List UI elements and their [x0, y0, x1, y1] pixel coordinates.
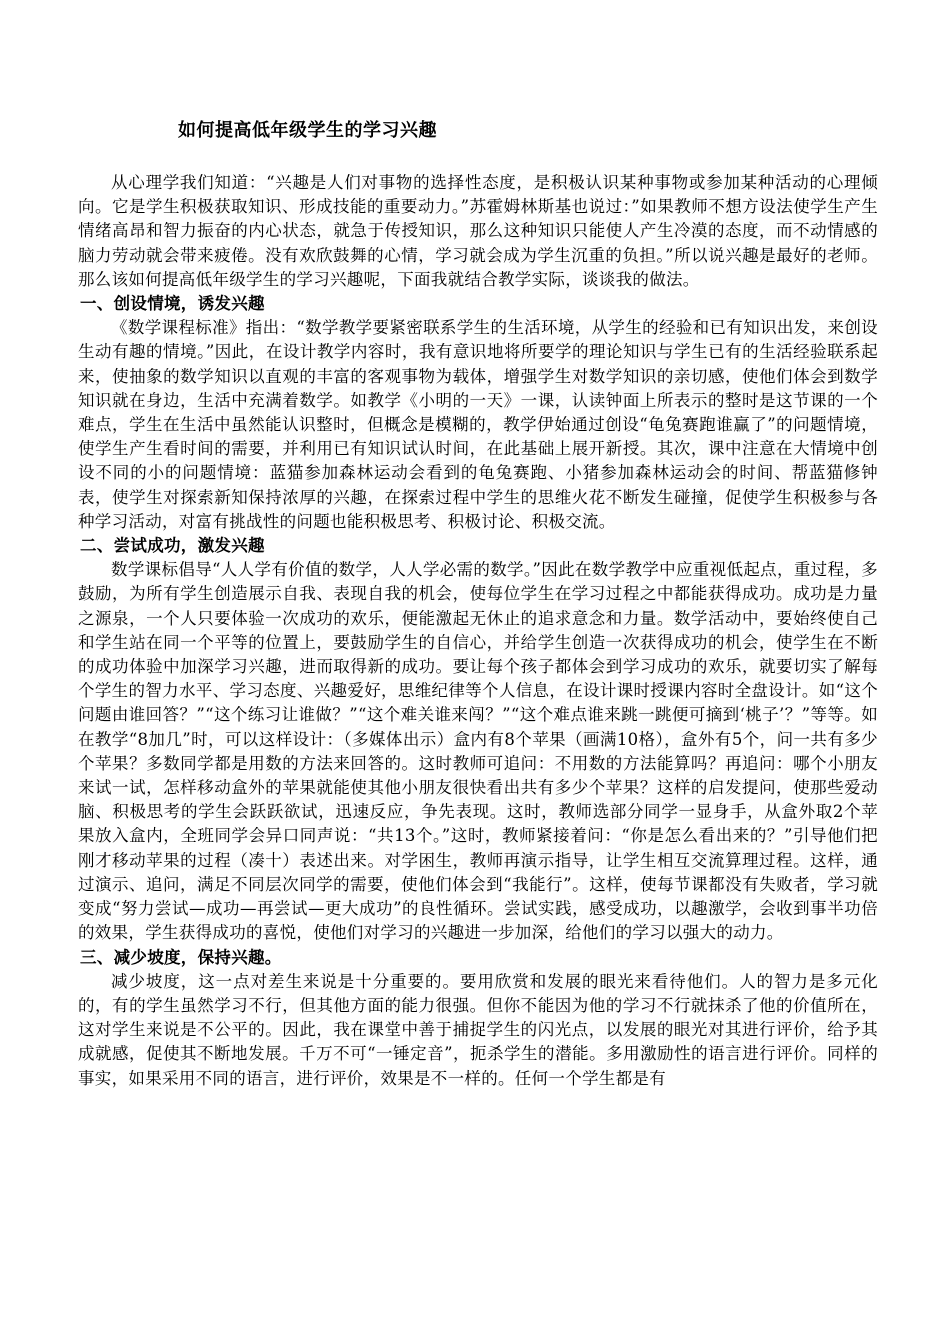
section-heading-1: 一、创设情境，诱发兴趣 — [80, 294, 265, 314]
section-heading-2: 二、尝试成功，激发兴趣 — [80, 536, 265, 556]
document-title: 如何提高低年级学生的学习兴趣 — [178, 120, 437, 141]
intro-paragraph: 从心理学我们知道：“兴趣是人们对事物的选择性态度，是积极认识某种事物或参加某种活动的心理倾向。它是学生积极获取知识、形成技能的重要动力。”苏霍姆林斯基也说过：”如果教师不想方设法使学生产生情绪高昂和智力振奋的内心状态，就急于传授知识，那么这种知识只能使人产生冷漠的态度，而不动情感的脑力劳动就会带来疲倦。没有欢欣鼓舞的心情，学习就会成为学生沉重的负担。”所以说兴趣是最好的老师。那么该如何提高低年级学生的学习兴趣呢，下面我就结合教学实际，谈谈我的做法。 — [78, 173, 878, 289]
section-body-3: 减少坡度，这一点对差生来说是十分重要的。要用欣赏和发展的眼光来看待他们。人的智力是多元化的，有的学生虽然学习不行，但其他方面的能力很强。但你不能因为他的学习不行就抹杀了他的价值所在，这对学生来说是不公平的。因此，我在课堂中善于捕捉学生的闪光点，以发展的眼光对其进行评价，给予其成就感，促使其不断地发展。千万不可“一锤定音”，扼杀学生的潜能。多用激励性的语言进行评价。同样的事实，如果采用不同的语言，进行评价，效果是不一样的。任何一个学生都是有 — [78, 971, 878, 1088]
section-body-2: 数学课标倡导“人人学有价值的数学，人人学必需的数学。”因此在数学教学中应重视低起点，重过程，多鼓励，为所有学生创造展示自我、表现自我的机会，使每位学生在学习过程之中都能获得成功。成功是力量之源泉，一个人只要体验一次成功的欢乐，便能激起无休止的追求意念和力量。数学活动中，要始终使自己和学生站在同一个平等的位置上，要鼓励学生的自信心，并给学生创造一次获得成功的机会，使学生在不断的成功体验中加深学习兴趣，进而取得新的成功。要让每个孩子都体会到学习成功的欢乐，就要切实了解每个学生的智力水平、学习态度、兴趣爱好，思维纪律等个人信息，在设计课时授课内容时全盘设计。如“这个问题由谁回答？”“这个练习让谁做？”“这个难关谁来闯？”“这个难点谁来跳一跳便可摘到‘桃子’？”等等。如在教学“8加几”时，可以这样设计：（多媒体出示）盒内有8个苹果（画满10格），盒外有5个，问一共有多少个苹果？多数同学都是用数的方法来回答的。这时教师可追问：不用数的方法能算吗？再追问：哪个小朋友来试一试，怎样移动盒外的苹果就能使其他小朋友很快看出共有多少个苹果？这样的启发提问，使那些爱动脑、积极思考的学生会跃跃欲试，迅速反应，争先表现。这时，教师选部分同学一显身手，从盒外取2个苹果放入盒内，全班同学会异口同声说：“共13个。”这时，教师紧接着问：“你是怎么看出来的？”引导他们把刚才移动苹果的过程（凑十）表述出来。对学困生，教师再演示指导，让学生相互交流算理过程。这样，通过演示、追问，满足不同层次同学的需要，使他们体会到“我能行”。这样，使每节课都没有失败者，学习就变成“努力尝试—成功—再尝试—更大成功”的良性循环。尝试实践，感受成功，以趣激学，会收到事半功倍的效果，学生获得成功的喜悦，使他们对学习的兴趣进一步加深，给他们的学习以强大的动力。 — [78, 560, 878, 943]
section-heading-3: 三、减少坡度，保持兴趣。 — [80, 947, 282, 967]
document-page — [78, 118, 878, 1091]
title-spacer — [78, 144, 878, 171]
section-body-1: 《数学课程标准》指出：“数学教学要紧密联系学生的生活环境，从学生的经验和已有知识出发，来创设生动有趣的情境。”因此，在设计教学内容时，我有意识地将所要学的理论知识与学生已有的生活经验联系起来，使抽象的数学知识以直观的丰富的客观事物为载体，增强学生对数学知识的亲切感，使他们体会到数学知识就在身边，生活中充满着数学。如教学《小明的一天》一课，认读钟面上所表示的整时是这节课的一个难点，学生在生活中虽然能认识整时，但概念是模糊的，教学伊始通过创设“龟兔赛跑谁赢了”的问题情境，使学生产生看时间的需要，并利用已有知识试认时间，在此基础上展开新授。其次，课中注意在大情境中创设不同的小的问题情境：蓝猫参加森林运动会看到的龟兔赛跑、小猪参加森林运动会的时间、帮蓝猫修钟表，使学生对探索新知保持浓厚的兴趣，在探索过程中学生的思维火花不断发生碰撞，促使学生积极参与各种学习活动，对富有挑战性的问题也能积极思考、积极讨论、积极交流。 — [78, 318, 878, 531]
